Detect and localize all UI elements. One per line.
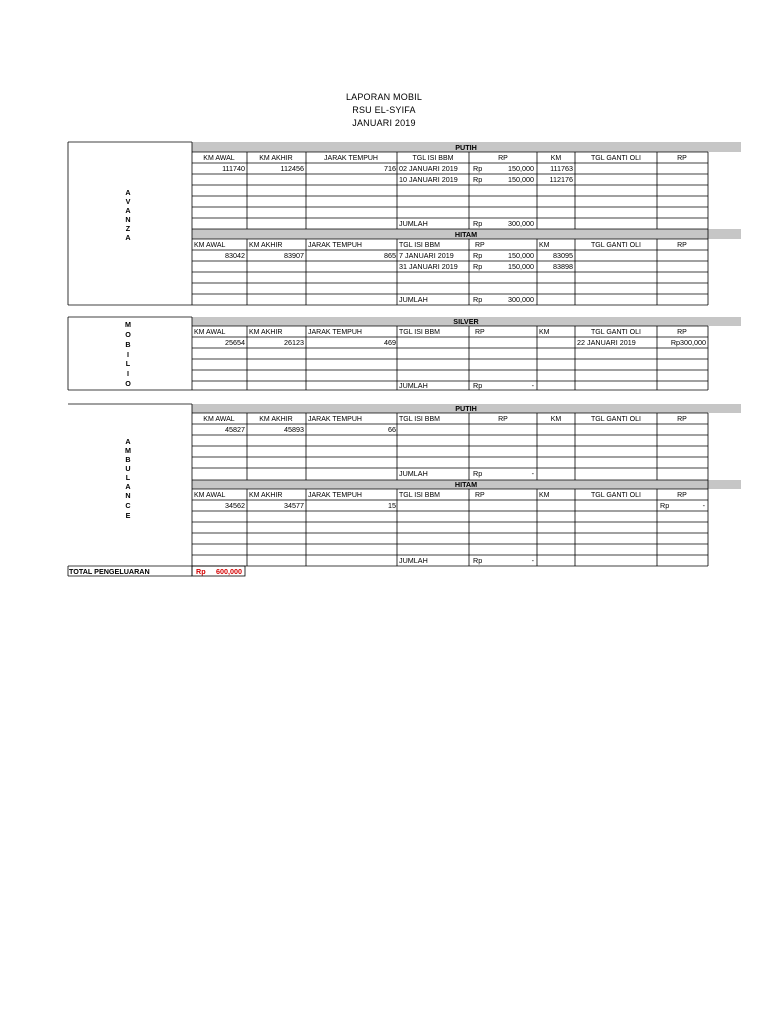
cell-rp-label: Rp xyxy=(473,262,483,271)
jumlah-label: JUMLAH xyxy=(399,469,428,478)
vehicle-letter: M xyxy=(125,446,131,455)
jumlah-label: JUMLAH xyxy=(399,295,428,304)
cell-rp-label: Rp xyxy=(473,164,483,173)
vehicle-letter: O xyxy=(125,330,131,339)
header-km: KM xyxy=(539,242,550,249)
header-rp-oli: RP xyxy=(677,329,687,336)
report-title: LAPORAN MOBIL xyxy=(345,92,423,102)
cell-jarak: 865 xyxy=(384,251,396,260)
header-rp: RP xyxy=(498,155,508,162)
mobilio-section xyxy=(68,317,741,390)
header-rp: RP xyxy=(475,329,485,336)
vehicle-letter: O xyxy=(125,379,131,388)
cell-rp-oli: Rp300,000 xyxy=(670,338,706,347)
cell-rp: 150,000 xyxy=(508,251,534,260)
vehicle-letter: M xyxy=(125,320,131,329)
avanza-putih-label: PUTIH xyxy=(455,143,477,152)
header-km-akhir: KM AKHIR xyxy=(249,242,283,249)
header-km-awal: KM AWAL xyxy=(203,155,235,162)
cell-km-awal: 83042 xyxy=(225,251,245,260)
header-km: KM xyxy=(539,329,550,336)
header-km-akhir: KM AKHIR xyxy=(259,155,293,162)
vehicle-letter: V xyxy=(125,197,131,206)
vehicle-letter: A xyxy=(125,206,131,215)
jumlah-rp-label: Rp xyxy=(473,556,483,565)
total-value: 600,000 xyxy=(216,567,242,576)
jumlah-rp-label: Rp xyxy=(473,295,483,304)
avanza-hitam-label: HITAM xyxy=(454,230,478,239)
header-km: KM xyxy=(539,492,550,499)
header-rp: RP xyxy=(498,416,508,423)
vehicle-letter: A xyxy=(125,233,131,242)
vehicle-letter: L xyxy=(125,359,131,368)
jumlah-rp-label: Rp xyxy=(473,219,483,228)
avanza-section xyxy=(68,142,741,305)
header-km-awal: KM AWAL xyxy=(194,492,226,499)
report-subtitle: RSU EL-SYIFA xyxy=(352,105,416,115)
cell-jarak: 66 xyxy=(388,425,396,434)
vehicle-letter: N xyxy=(125,491,131,500)
vehicle-letter: A xyxy=(125,482,131,491)
cell-jarak: 15 xyxy=(388,501,396,510)
report-period: JANUARI 2019 xyxy=(352,118,416,128)
total-row xyxy=(68,566,245,576)
cell-rp: 150,000 xyxy=(508,175,534,184)
cell-km-akhir: 26123 xyxy=(284,338,304,347)
header-rp: RP xyxy=(475,242,485,249)
ambulance-putih-label: PUTIH xyxy=(455,404,477,413)
header-rp: RP xyxy=(475,492,485,499)
cell-km-akhir: 45893 xyxy=(284,425,304,434)
header-km-awal: KM AWAL xyxy=(203,416,235,423)
cell-jarak: 469 xyxy=(384,338,396,347)
vehicle-letter: U xyxy=(125,464,131,473)
vehicle-letter: Z xyxy=(125,224,131,233)
mobilio-silver-label: SILVER xyxy=(453,317,479,326)
vehicle-letter: N xyxy=(125,215,131,224)
header-km-awal: KM AWAL xyxy=(194,242,226,249)
cell-rp: 150,000 xyxy=(508,262,534,271)
header-jarak-tempuh: JARAK TEMPUH xyxy=(308,242,362,249)
jumlah-value: - xyxy=(531,556,534,565)
cell-km-awal: 25654 xyxy=(225,338,245,347)
jumlah-value: 300,000 xyxy=(508,219,534,228)
vehicle-letter: I xyxy=(127,369,129,378)
cell-jarak: 716 xyxy=(384,164,396,173)
cell-rp-oli: - xyxy=(702,501,705,510)
vehicle-letter: C xyxy=(125,501,131,510)
header-tgl-ganti-oli: TGL GANTI OLI xyxy=(591,242,641,249)
vehicle-letter: B xyxy=(125,340,131,349)
jumlah-label: JUMLAH xyxy=(399,219,428,228)
header-km-awal: KM AWAL xyxy=(194,329,226,336)
header-km: KM xyxy=(550,155,562,162)
vehicle-letter: B xyxy=(125,455,131,464)
header-km-akhir: KM AKHIR xyxy=(249,329,283,336)
cell-tgl-bbm: 02 JANUARI 2019 xyxy=(399,164,458,173)
header-tgl-isi-bbm: TGL ISI BBM xyxy=(399,492,440,499)
jumlah-rp-label: Rp xyxy=(473,381,483,390)
header-tgl-ganti-oli: TGL GANTI OLI xyxy=(591,492,641,499)
cell-tgl-bbm: 7 JANUARI 2019 xyxy=(399,251,454,260)
cell-km: 83898 xyxy=(553,262,573,271)
cell-rp: 150,000 xyxy=(508,164,534,173)
vehicle-letter: A xyxy=(125,437,131,446)
cell-rp-label: Rp xyxy=(473,175,483,184)
header-rp-oli: RP xyxy=(677,155,687,162)
jumlah-rp-label: Rp xyxy=(473,469,483,478)
header-jarak-tempuh: JARAK TEMPUH xyxy=(308,492,362,499)
total-label: TOTAL PENGELUARAN xyxy=(69,567,150,576)
cell-km-akhir: 83907 xyxy=(284,251,304,260)
vehicle-letter: I xyxy=(127,350,129,359)
jumlah-label: JUMLAH xyxy=(399,381,428,390)
cell-tgl-bbm: 10 JANUARI 2019 xyxy=(399,175,458,184)
cell-km-awal: 45827 xyxy=(225,425,245,434)
header-tgl-ganti-oli: TGL GANTI OLI xyxy=(591,329,641,336)
header-km-akhir: KM AKHIR xyxy=(249,492,283,499)
jumlah-value: 300,000 xyxy=(508,295,534,304)
jumlah-label: JUMLAH xyxy=(399,556,428,565)
total-rp-label: Rp xyxy=(196,567,206,576)
cell-tgl-bbm: 31 JANUARI 2019 xyxy=(399,262,458,271)
cell-tgl-oli: 22 JANUARI 2019 xyxy=(577,338,636,347)
header-tgl-isi-bbm: TGL ISI BBM xyxy=(399,416,440,423)
ambulance-hitam-label: HITAM xyxy=(454,480,478,489)
header-rp-oli: RP xyxy=(677,242,687,249)
cell-rp-oli-label: Rp xyxy=(660,501,670,510)
ambulance-section xyxy=(68,404,741,566)
vehicle-letter: A xyxy=(125,188,131,197)
cell-km: 111763 xyxy=(550,164,573,173)
header-jarak-tempuh: JARAK TEMPUH xyxy=(324,155,378,162)
header-rp-oli: RP xyxy=(677,492,687,499)
jumlah-value: - xyxy=(531,469,534,478)
jumlah-value: - xyxy=(531,381,534,390)
header-tgl-isi-bbm: TGL ISI BBM xyxy=(399,329,440,336)
header-km: KM xyxy=(550,416,562,423)
header-jarak-tempuh: JARAK TEMPUH xyxy=(308,329,362,336)
vehicle-letter: E xyxy=(125,511,131,520)
cell-rp-label: Rp xyxy=(473,251,483,260)
cell-km-awal: 34562 xyxy=(225,501,245,510)
cell-km: 112176 xyxy=(549,175,573,184)
header-rp-oli: RP xyxy=(677,416,687,423)
cell-km-akhir: 112456 xyxy=(280,164,304,173)
header-tgl-isi-bbm: TGL ISI BBM xyxy=(412,155,454,162)
header-tgl-isi-bbm: TGL ISI BBM xyxy=(399,242,440,249)
cell-km: 83095 xyxy=(553,251,573,260)
header-km-akhir: KM AKHIR xyxy=(259,416,293,423)
cell-km-awal: 111740 xyxy=(222,164,245,173)
header-tgl-ganti-oli: TGL GANTI OLI xyxy=(591,416,641,423)
header-jarak-tempuh: JARAK TEMPUH xyxy=(308,416,362,423)
vehicle-letter: L xyxy=(125,473,131,482)
header-tgl-ganti-oli: TGL GANTI OLI xyxy=(591,155,641,162)
cell-km-akhir: 34577 xyxy=(284,501,304,510)
